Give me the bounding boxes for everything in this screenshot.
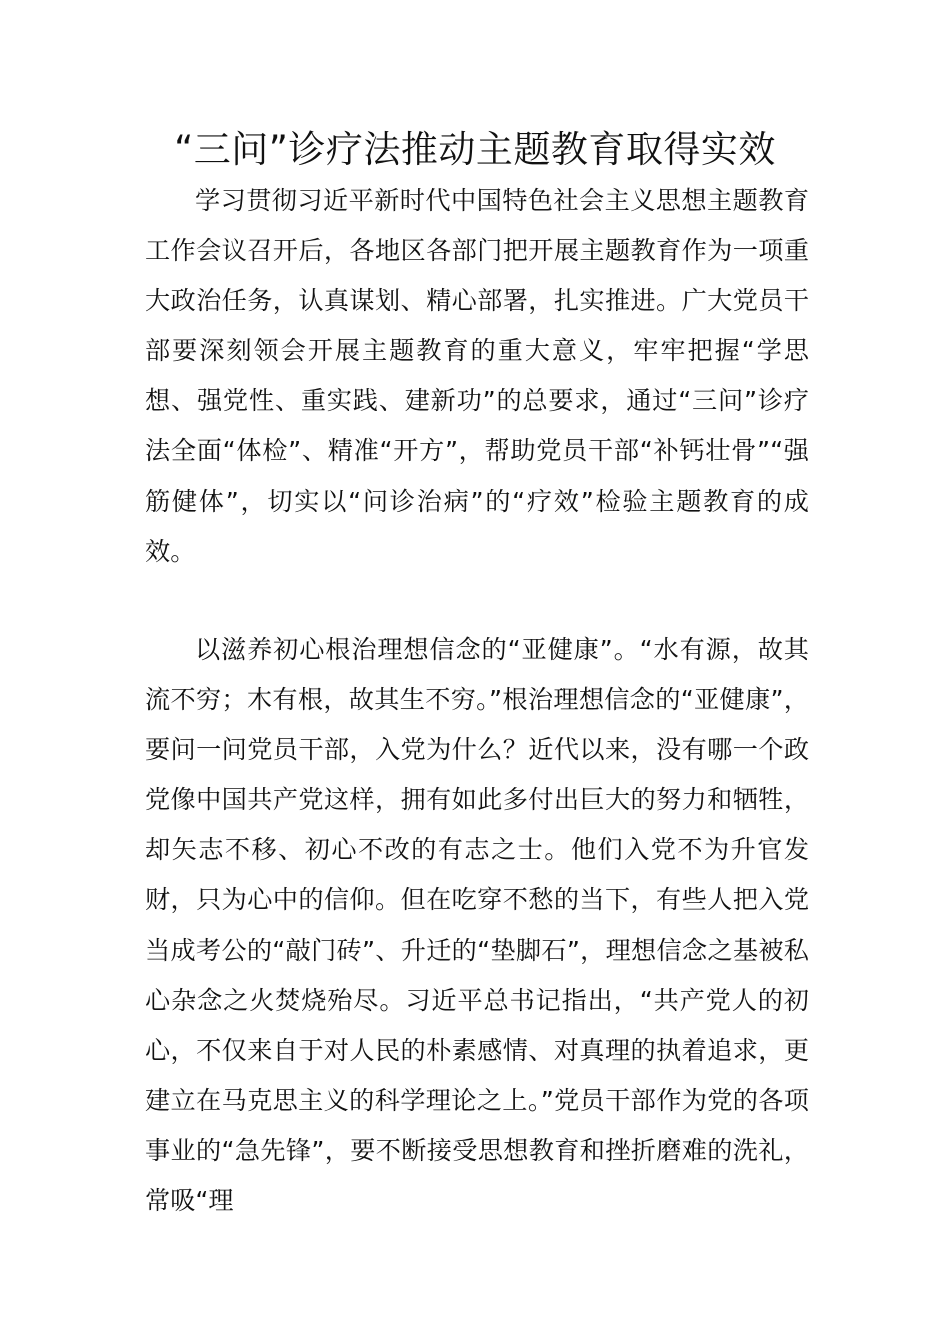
document-title: “三问”诊疗法推动主题教育取得实效 xyxy=(174,128,776,171)
paragraph-intro: 学习贯彻习近平新时代中国特色社会主义思想主题教育工作会议召开后，各地区各部门把开展主题教育作为一项重大政治任务，认真谋划、精心部署，扎实推进。广大党员干部要深刻领会开展主题教育的重大意义，牢牢把握“学思想、强党性、重实践、建新功”的总要求，通过“三问”诊疗法全面“体检”、精准“开方”，帮助党员干部“补钙壮骨”“强筋健体”，切实以“问诊治病”的“疗效”检验主题教育的成效。 xyxy=(145,186,809,566)
paragraph-section-1: 以滋养初心根治理想信念的“亚健康”。“水有源，故其流不穷；木有根，故其生不穷。”根治理想信念的“亚健康”，要问一问党员干部，入党为什么？近代以来，没有哪一个政党像中国共产党这样，拥有如此多付出巨大的努力和牺牲，却矢志不移、初心不改的有志之士。他们入党不为升官发财，只为心中的信仰。但在吃穿不愁的当下，有些人把入党当成考公的“敲门砖”、升迁的“垫脚石”，理想信念之基被私心杂念之火焚烧殆尽。习近平总书记指出，“共产党人的初心，不仅来自于对人民的朴素感情、对真理的执着追求，更建立在马克思主义的科学理论之上。”党员干部作为党的各项事业的“急先锋”，要不断接受思想教育和挫折磨难的洗礼，常吸“理 xyxy=(145,635,809,1216)
